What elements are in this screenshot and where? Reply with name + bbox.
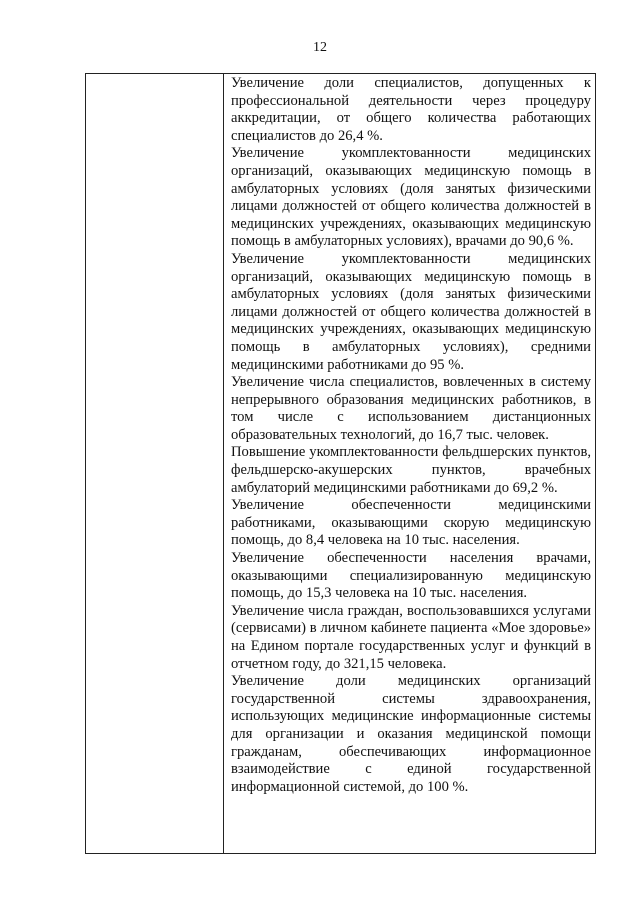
indicator-ambulance-workers: Увеличение обеспеченности медицинскими работниками, оказывающими скорую медицинскую помощь, до 8,4 человека на 10 тыс. населения.	[231, 497, 591, 549]
indicator-nurse-staffing: Увеличение укомплектованности медицинских организаций, оказывающих медицинскую помощь в амбулаторных условиях (доля занятых физическими лицами должностей от общего количества должностей в медицинских учреждениях, оказывающих медицинскую помощь в амбулаторных условиях), средними медицинскими работниками до 95 %.	[231, 250, 591, 373]
indicators-table	[85, 73, 596, 854]
page-number: 12	[313, 40, 327, 55]
table-right-cell	[224, 74, 595, 853]
indicator-portal-users: Увеличение числа граждан, воспользовавшихся услугами (сервисами) в личном кабинете пациента «Мое здоровье» на Едином портале государственных услуг и функций в отчетном году, до 321,15 человека.	[231, 602, 591, 672]
indicator-doctor-staffing: Увеличение укомплектованности медицинских организаций, оказывающих медицинскую помощь в амбулаторных условиях (доля занятых физическими лицами должностей от общего количества должностей в медицинских учреждениях, оказывающих медицинскую помощь в амбулаторных условиях), врачами до 90,6 %.	[231, 145, 591, 250]
table-left-cell	[86, 74, 224, 853]
indicator-feldsher-staffing: Повышение укомплектованности фельдшерских пунктов, фельдшерско-акушерских пунктов, врачебных амбулаторий медицинскими работниками до 69,2 %.	[231, 444, 591, 496]
indicator-accreditation-share: Увеличение доли специалистов, допущенных к профессиональной деятельности через процедуру аккредитации, от общего количества работающих специалистов до 26,4 %.	[231, 75, 591, 144]
indicator-specialized-doctors: Увеличение обеспеченности населения врачами, оказывающими специализированную медицинскую помощь, до 15,3 человека на 10 тыс. населения.	[231, 550, 591, 602]
indicator-mis-integration: Увеличение доли медицинских организаций государственной системы здравоохранения, использующих медицинские информационные системы для организации и оказания медицинской помощи гражданам, обеспечивающих информационное взаимодействие с единой государственной информационной системой, до 100 %.	[231, 673, 591, 795]
indicator-continuing-education: Увеличение числа специалистов, вовлеченных в систему непрерывного образования медицинских работников, в том числе с использованием дистанционных образовательных технологий, до 16,7 тыс. человек.	[231, 374, 591, 443]
